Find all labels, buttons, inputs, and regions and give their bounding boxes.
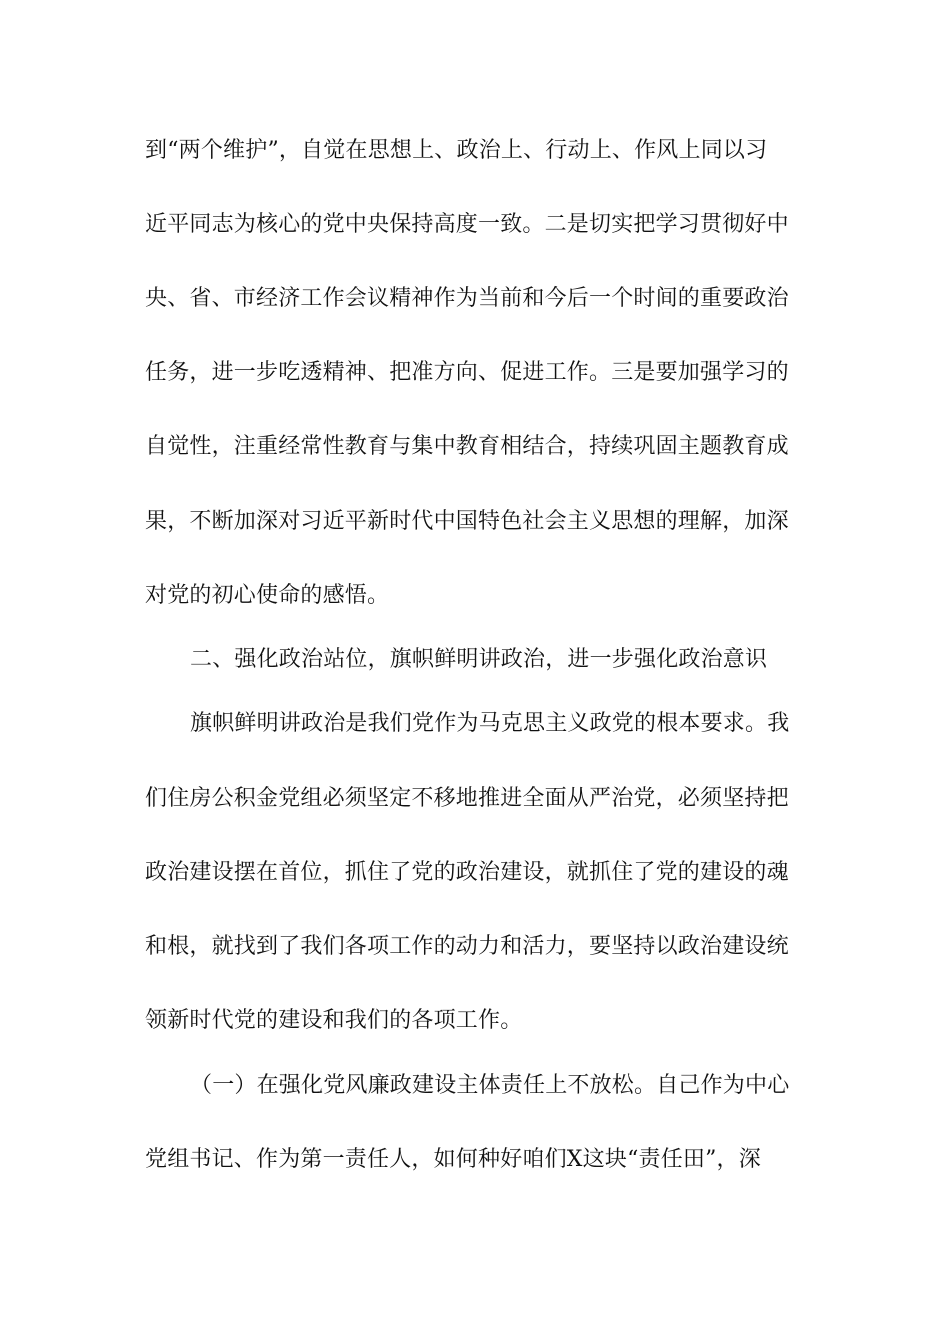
text-line: 们住房公积金党组必须坚定不移地推进全面从严治党，必须坚持把 bbox=[145, 786, 789, 811]
text-line: 到“两个维护”，自觉在思想上、政治上、行动上、作风上同以习 bbox=[145, 138, 768, 163]
text-line: 和根，就找到了我们各项工作的动力和活力，要坚持以政治建设统 bbox=[145, 934, 789, 959]
text-line: 自觉性，注重经常性教育与集中教育相结合，持续巩固主题教育成 bbox=[145, 434, 789, 459]
text-line: 央、省、市经济工作会议精神作为当前和今后一个时间的重要政治 bbox=[145, 286, 789, 311]
text-line: 党组书记、作为第一责任人，如何种好咱们X这块“责任田”，深 bbox=[145, 1147, 761, 1172]
text-line: 果，不断加深对习近平新时代中国特色社会主义思想的理解，加深 bbox=[145, 509, 789, 534]
text-line: 近平同志为核心的党中央保持高度一致。二是切实把学习贯彻好中 bbox=[145, 212, 789, 237]
text-line: 政治建设摆在首位，抓住了党的政治建设，就抓住了党的建设的魂 bbox=[145, 860, 789, 885]
subsection-heading: （一）在强化党风廉政建设主体责任上不放松。自己作为中心 bbox=[190, 1073, 790, 1098]
text-line: 对党的初心使命的感悟。 bbox=[145, 583, 390, 608]
text-line: 任务，进一步吃透精神、把准方向、促进工作。三是要加强学习的 bbox=[145, 360, 789, 385]
section-heading: 二、强化政治站位，旗帜鲜明讲政治，进一步强化政治意识 bbox=[190, 647, 768, 672]
paragraph-start: 旗帜鲜明讲政治是我们党作为马克思主义政党的根本要求。我 bbox=[190, 711, 790, 736]
text-line: 领新时代党的建设和我们的各项工作。 bbox=[145, 1008, 523, 1033]
